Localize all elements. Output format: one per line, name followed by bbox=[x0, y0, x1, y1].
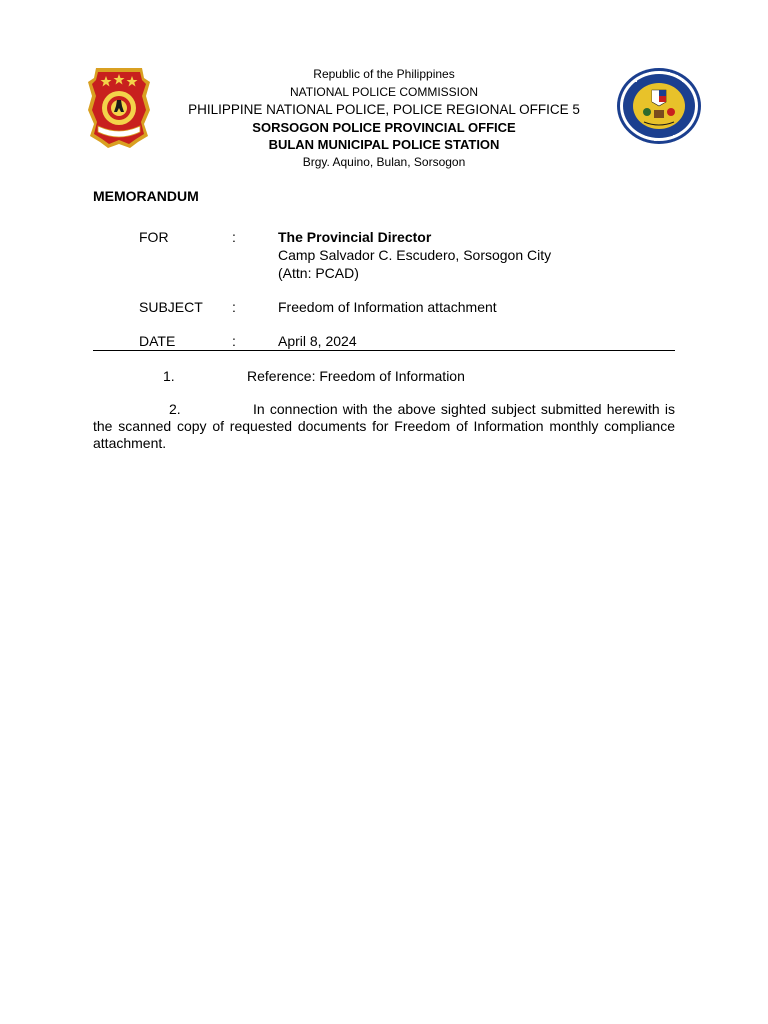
paragraph-2-text: In connection with the above sighted subject submitted herewith is the scanned copy of requested documents for Freedom of Information monthly compliance attachment. bbox=[93, 401, 675, 451]
for-recipient-name: The Provincial Director bbox=[278, 229, 432, 245]
letterhead bbox=[150, 66, 618, 172]
memorandum-title: MEMORANDUM bbox=[93, 188, 199, 204]
date-label: DATE bbox=[139, 333, 176, 349]
subject-text: Freedom of Information attachment bbox=[278, 299, 497, 315]
date-value bbox=[278, 332, 678, 350]
for-recipient-address: Camp Salvador C. Escudero, Sorsogon City bbox=[278, 247, 552, 263]
header-divider bbox=[93, 350, 675, 351]
for-value bbox=[278, 228, 678, 282]
paragraph-1-text: Reference: Freedom of Information bbox=[247, 368, 465, 384]
for-colon: : bbox=[232, 229, 236, 245]
letterhead-napolcom: NATIONAL POLICE COMMISSION bbox=[289, 84, 479, 99]
date-colon: : bbox=[232, 333, 236, 349]
letterhead-station: BULAN MUNICIPAL POLICE STATION bbox=[268, 137, 500, 153]
letterhead-republic: Republic of the Philippines bbox=[313, 67, 455, 81]
paragraph-2-number: 2. bbox=[169, 401, 181, 417]
subject-value bbox=[278, 298, 678, 316]
letterhead-provincial-office: SORSOGON POLICE PROVINCIAL OFFICE bbox=[252, 119, 516, 135]
paragraph-2 bbox=[93, 401, 675, 452]
pnp-badge-icon bbox=[86, 66, 152, 150]
letterhead-pnp-pro5: PHILIPPINE NATIONAL POLICE, POLICE REGIONAL OFFICE 5 bbox=[188, 102, 580, 118]
subject-colon: : bbox=[232, 299, 236, 315]
subject-label: SUBJECT bbox=[139, 299, 203, 315]
paragraph-1-number: 1. bbox=[163, 368, 175, 384]
date-text: April 8, 2024 bbox=[278, 333, 357, 349]
bulan-municipal-police-station-seal-icon bbox=[614, 66, 704, 146]
for-recipient-attention: (Attn: PCAD) bbox=[278, 265, 359, 281]
for-label: FOR bbox=[139, 229, 169, 245]
letterhead-address: Brgy. Aquino, Bulan, Sorsogon bbox=[302, 154, 466, 169]
